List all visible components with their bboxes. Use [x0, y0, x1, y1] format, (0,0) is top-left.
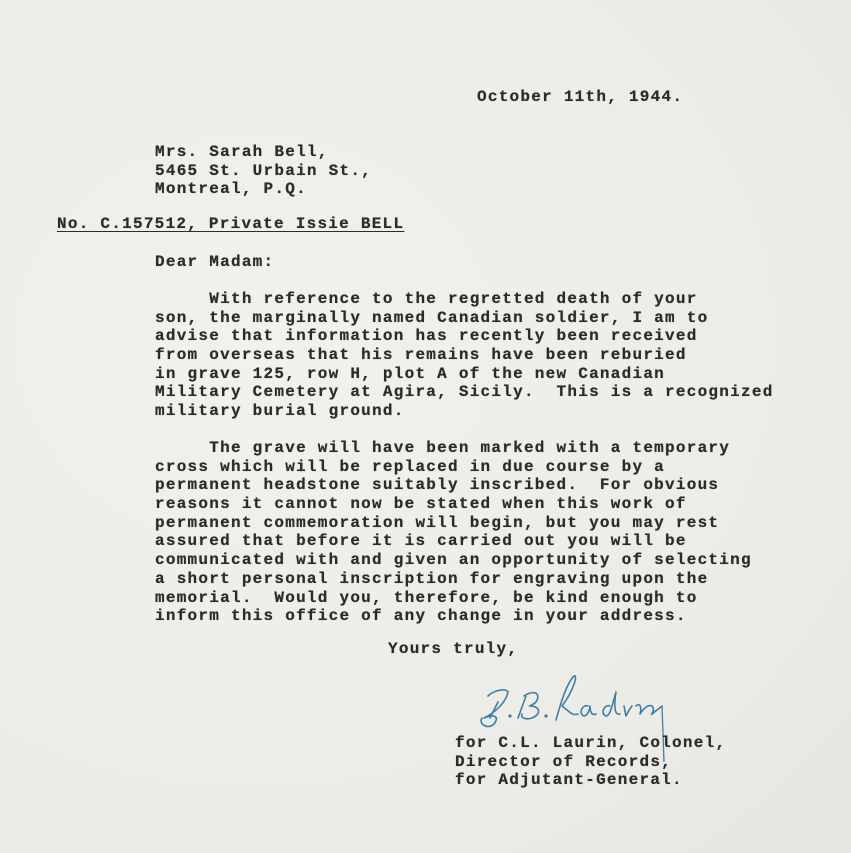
closing: Yours truly, — [388, 640, 519, 658]
text-line: advise that information has recently been received — [155, 327, 698, 346]
text-line: from overseas that his remains have been reburied — [155, 346, 687, 365]
signature-line: Director of Records, — [455, 752, 673, 771]
text-line: reasons it cannot now be stated when this work of — [155, 495, 687, 514]
address-line: Mrs. Sarah Bell, — [155, 143, 329, 161]
text-line: The grave will have been marked with a temporary — [155, 439, 731, 457]
letter-date: October 11th, 1944. — [477, 88, 684, 106]
text-line: permanent commemoration will begin, but you may rest — [155, 513, 720, 532]
text-line: military burial ground. — [155, 402, 405, 421]
text-line: communicated with and given an opportunity of selecting — [155, 551, 752, 570]
text-line: a short personal inscription for engraving upon the — [155, 569, 709, 588]
address-line: 5465 St. Urbain St., — [155, 161, 373, 180]
text-line: permanent headstone suitably inscribed. For obvious — [155, 476, 720, 495]
text-line: With reference to the regretted death of your — [155, 290, 698, 308]
paragraph-1 — [155, 290, 774, 421]
signature-line: for C.L. Laurin, Colonel, — [455, 734, 727, 752]
recipient-address — [155, 143, 372, 199]
text-line: memorial. Would you, therefore, be kind enough to — [155, 588, 698, 607]
text-line: son, the marginally named Canadian soldier, I am to — [155, 308, 709, 327]
text-line: cross which will be replaced in due course by a — [155, 457, 666, 476]
text-line: Military Cemetery at Agira, Sicily. This is a recognized — [155, 383, 774, 402]
signature-line: for Adjutant-General. — [455, 771, 683, 790]
reference-line: No. C.157512, Private Issie BELL — [57, 215, 405, 233]
text-line: inform this office of any change in your address. — [155, 607, 687, 626]
paragraph-2 — [155, 439, 752, 626]
address-line: Montreal, P.Q. — [155, 180, 307, 199]
salutation: Dear Madam: — [155, 253, 275, 271]
text-line: in grave 125, row H, plot A of the new Canadian — [155, 364, 666, 383]
signature-block — [455, 734, 726, 790]
text-line: assured that before it is carried out you will be — [155, 532, 687, 551]
